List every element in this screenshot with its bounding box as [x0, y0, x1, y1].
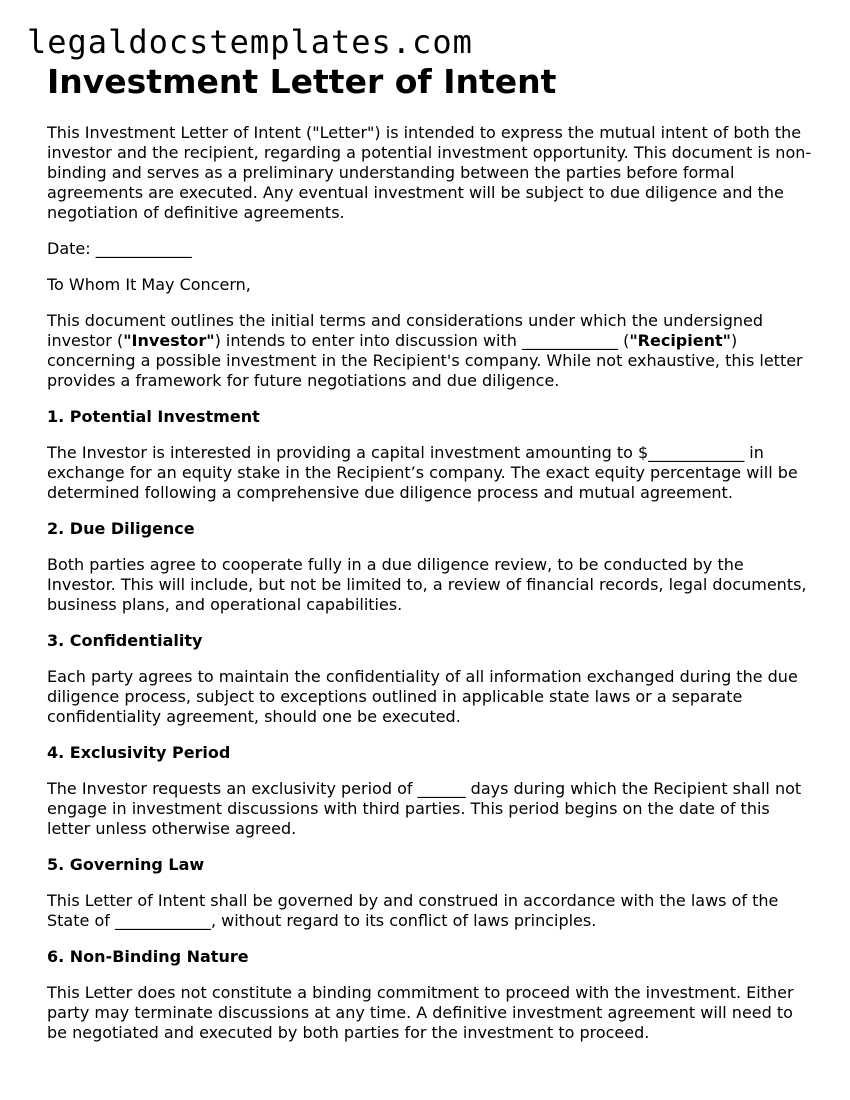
section-heading-potential-investment: 1. Potential Investment: [47, 407, 260, 426]
date-line: Date: ____________: [47, 239, 192, 258]
investor-label: "Investor": [123, 331, 215, 350]
outline-paragraph: [47, 311, 817, 391]
site-watermark: legaldocstemplates.com: [27, 23, 473, 61]
section-body-non-binding-nature: This Letter does not constitute a binding commitment to proceed with the investment. Either party may terminate discussions at any time. A definitive investment agreement will need to be negotiated and executed by both parties for the investment to proceed.: [47, 983, 794, 1042]
section-body-governing-law: This Letter of Intent shall be governed by and construed in accordance with the laws of the State of ____________, without regard to its conflict of laws principles.: [47, 891, 779, 930]
section-body-potential-investment: The Investor is interested in providing a capital investment amounting to $____________ in exchange for an equity stake in the Recipient’s company. The exact equity percentage will be determined following a comprehensive due diligence process and mutual agreement.: [47, 443, 798, 502]
outline-text-part3: ) concerning a possible investment in the Recipient's company. While not exhaustive, this letter provides a framework for future negotiations and due diligence.: [47, 331, 803, 390]
document-page: [47, 62, 817, 1043]
intro-paragraph: This Investment Letter of Intent ("Letter") is intended to express the mutual intent of both the investor and the recipient, regarding a potential investment opportunity. This document is non-binding and serves as a preliminary understanding between the parties before formal agreements are executed. Any eventual investment will be subject to due diligence and the negotiation of definitive agreements.: [47, 123, 812, 222]
section-body-due-diligence: Both parties agree to cooperate fully in a due diligence review, to be conducted by the Investor. This will include, but not be limited to, a review of financial records, legal documents, business plans, and operational capabilities.: [47, 555, 807, 614]
section-heading-due-diligence: 2. Due Diligence: [47, 519, 195, 538]
outline-text-part2: ) intends to enter into discussion with ____________ (: [214, 331, 630, 350]
section-heading-non-binding-nature: 6. Non-Binding Nature: [47, 947, 249, 966]
recipient-label: "Recipient": [629, 331, 731, 350]
section-heading-confidentiality: 3. Confidentiality: [47, 631, 203, 650]
section-body-exclusivity-period: The Investor requests an exclusivity period of ______ days during which the Recipient shall not engage in investment discussions with third parties. This period begins on the date of this letter unless otherwise agreed.: [47, 779, 802, 838]
salutation: To Whom It May Concern,: [47, 275, 251, 294]
section-heading-governing-law: 5. Governing Law: [47, 855, 205, 874]
section-heading-exclusivity-period: 4. Exclusivity Period: [47, 743, 231, 762]
document-title: Investment Letter of Intent: [47, 62, 557, 101]
outline-text-part1: This document outlines the initial terms and considerations under which the undersigned investor (: [47, 311, 764, 350]
section-body-confidentiality: Each party agrees to maintain the confidentiality of all information exchanged during the due diligence process, subject to exceptions outlined in applicable state laws or a separate confidentiality agreement, should one be executed.: [47, 667, 798, 726]
